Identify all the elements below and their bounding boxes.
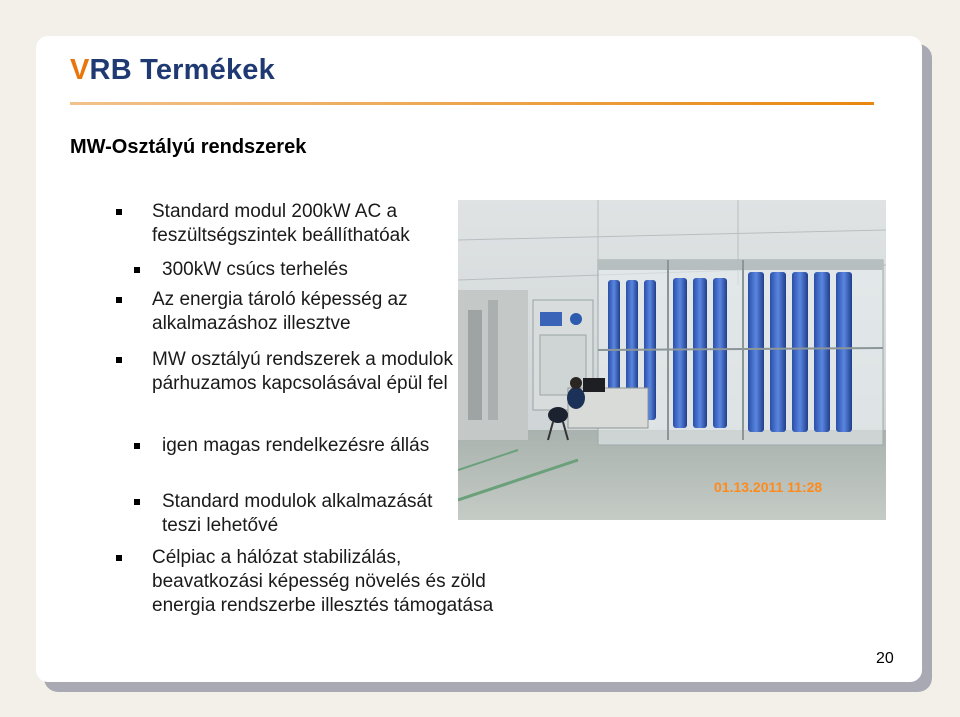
bullet-item — [116, 546, 497, 618]
bullet-item — [116, 348, 492, 396]
bullet-text: Standard modulok alkalmazását teszi lehetővé — [162, 491, 433, 536]
photo-timestamp: 01.13.2011 11:28 — [714, 479, 823, 495]
title-text: RB Termékek — [89, 54, 275, 86]
bullet-square-icon — [116, 297, 122, 303]
bullet-item — [116, 200, 492, 248]
bullet-item — [116, 288, 492, 336]
slide-title — [70, 54, 275, 87]
bullet-square-icon — [116, 357, 122, 363]
slide-subtitle: MW-Osztályú rendszerek — [70, 136, 307, 158]
slide — [36, 36, 922, 682]
page-number: 20 — [876, 650, 894, 667]
bullet-text: 300kW csúcs terhelés — [162, 259, 348, 280]
sub-bullet-item — [134, 258, 462, 282]
bullet-square-icon — [116, 555, 122, 561]
sub-bullet-item — [134, 434, 462, 458]
vrb-system-photo — [458, 200, 886, 520]
bullet-text: Standard modul 200kW AC a feszültségszintek beállíthatóak — [152, 201, 410, 246]
bullet-text: igen magas rendelkezésre állás — [162, 435, 430, 456]
bullet-square-icon — [134, 267, 140, 273]
bullet-square-icon — [134, 499, 140, 505]
bullet-square-icon — [116, 209, 122, 215]
title-accent-letter: V — [70, 54, 90, 86]
bullet-text: Célpiac a hálózat stabilizálás, beavatkozási képesség növelés és zöld energia rendszerbe illesztés támogatása — [152, 547, 494, 616]
bullet-text: Az energia tároló képesség az alkalmazáshoz illesztve — [152, 289, 408, 334]
title-underline — [70, 102, 874, 105]
sub-bullet-item — [134, 490, 462, 538]
bullet-text: MW osztályú rendszerek a modulok párhuzamos kapcsolásával épül fel — [152, 349, 453, 394]
bullet-square-icon — [134, 443, 140, 449]
